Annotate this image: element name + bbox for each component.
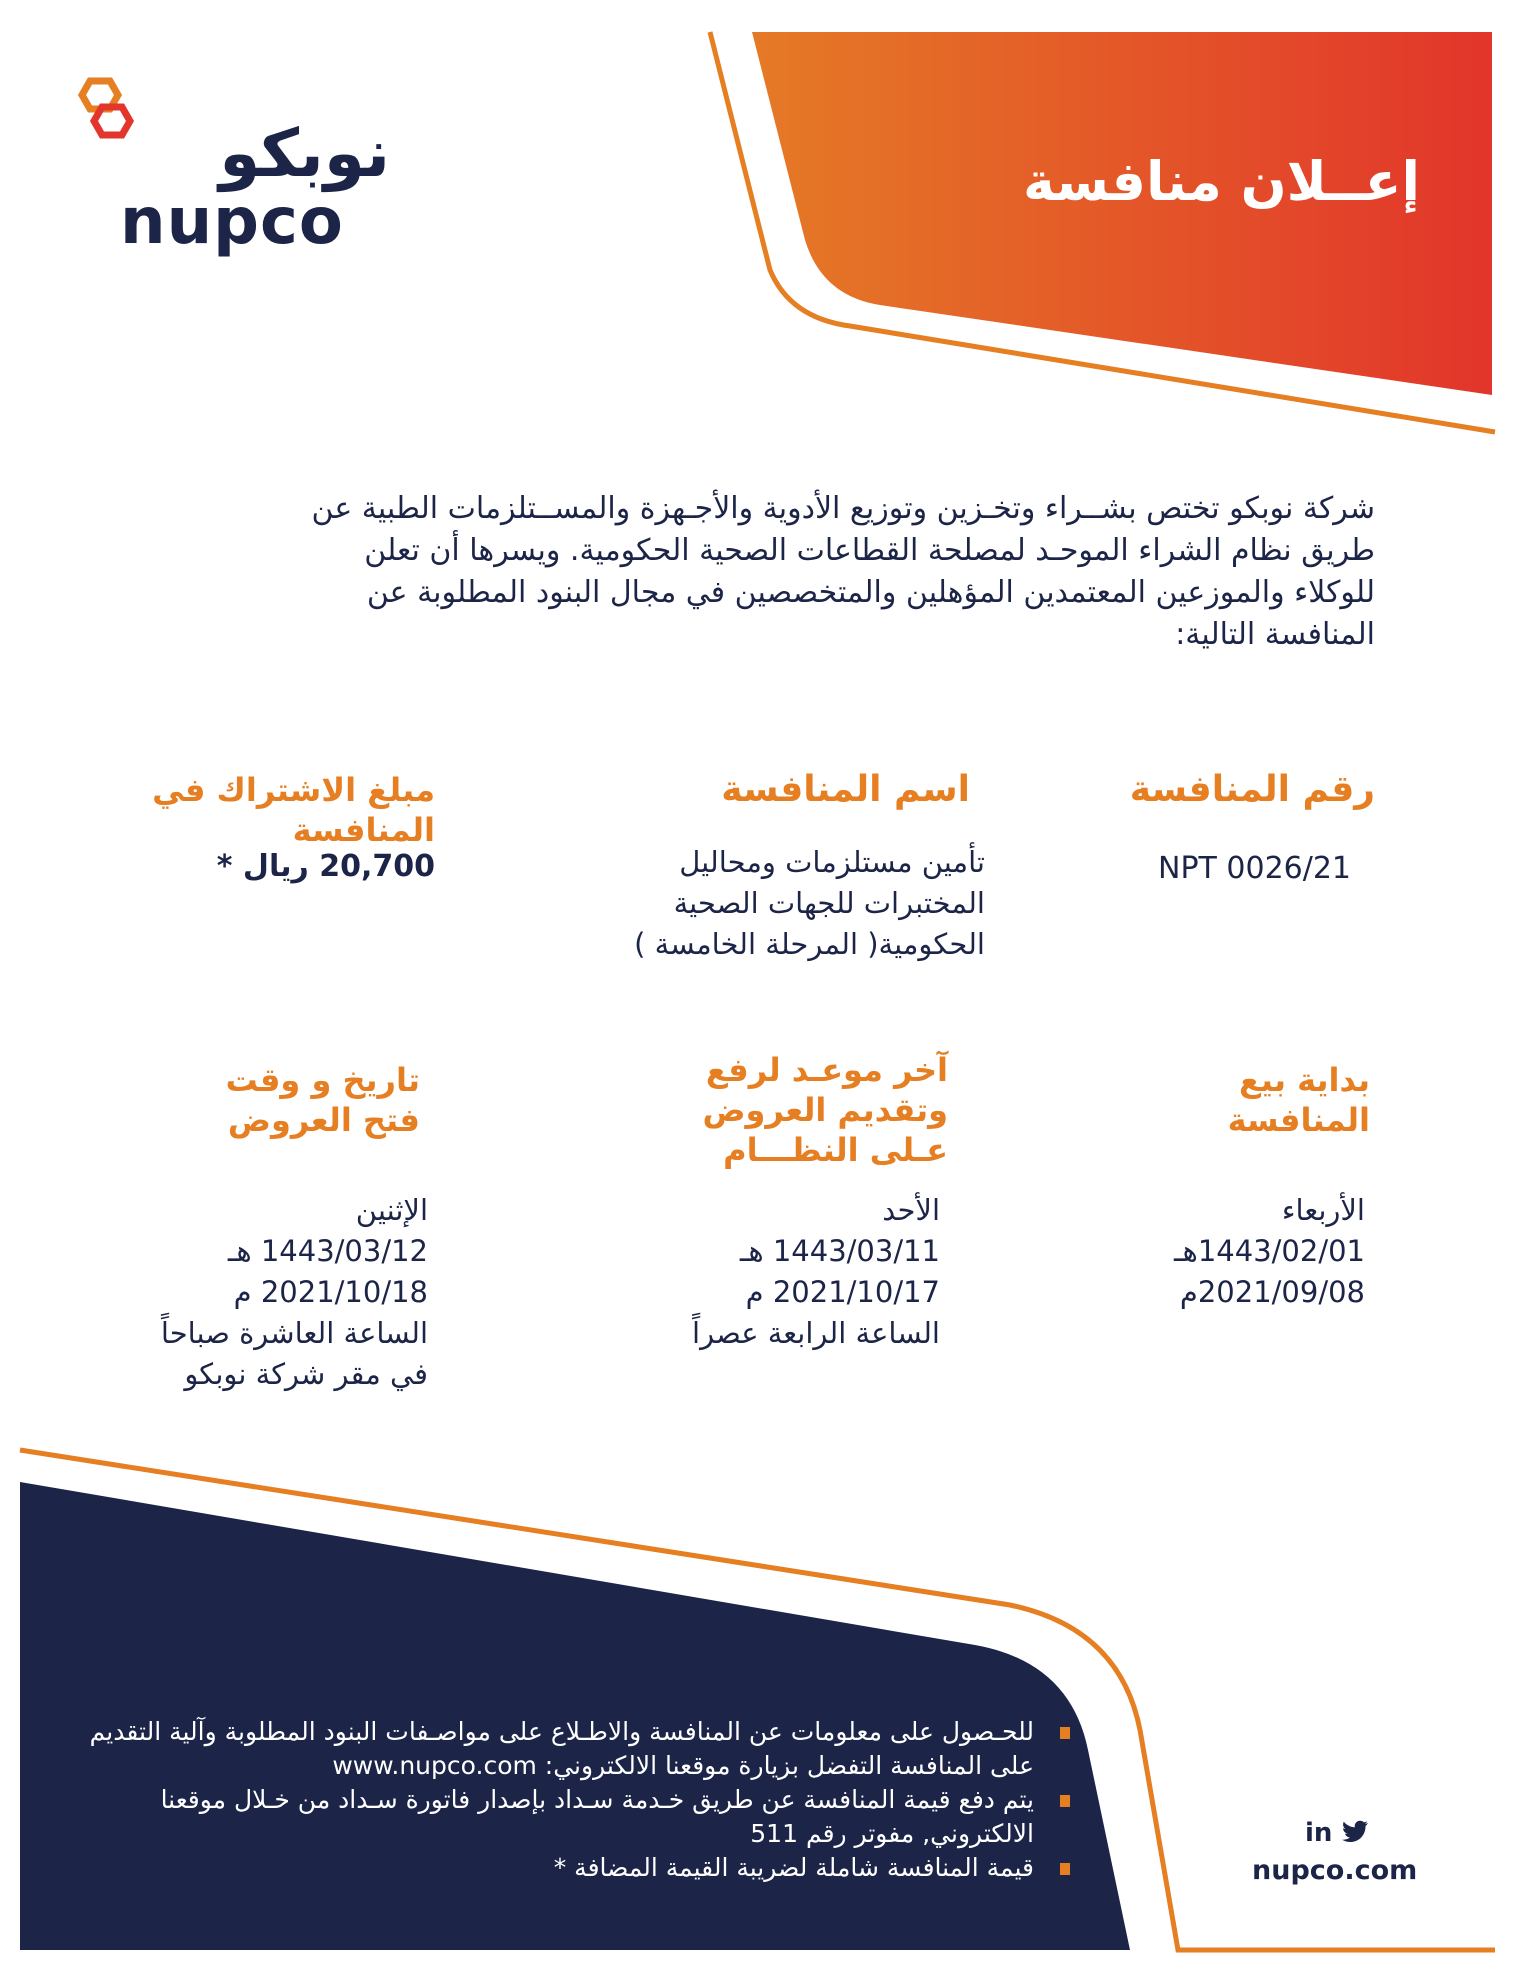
social-links <box>1305 1818 1369 1848</box>
footer-notes <box>50 1715 1070 1885</box>
opening-heading: تاريخ و وقت فتح العروض <box>225 1061 420 1139</box>
footer-note-payment: يتم دفع قيمة المنافسة عن طريق خـدمة سـداد بإصدار فاتورة سـداد من خـلال موقعنا الالكتروني, مفوتر رقم 511 <box>50 1783 1070 1851</box>
deadline-gregorian: 2021/10/17 م <box>745 1275 940 1309</box>
opening-hijri: 1443/03/12 هـ <box>227 1234 428 1268</box>
nupco-logo <box>70 75 390 259</box>
tender-name-heading: اسم المنافسة <box>721 769 970 810</box>
footer-note-info: للحـصول على معلومات عن المنافسة والاطـلاع على مواصـفات البنود المطلوبة وآلية التقديم على المنافسة التفضل بزيارة موقعنا الالكتروني: www.nupco.com <box>50 1715 1070 1783</box>
linkedin-icon[interactable]: in <box>1305 1818 1333 1848</box>
deadline-time: الساعة الرابعة عصراً <box>692 1316 940 1350</box>
opening-place: في مقر شركة نوبكو <box>184 1357 428 1391</box>
opening-gregorian: 2021/10/18 م <box>233 1275 428 1309</box>
footer-website[interactable]: nupco.com <box>1252 1855 1418 1886</box>
sale-start-day: الأربعاء <box>1281 1193 1365 1227</box>
tender-name-value: تأمين مستلزمات ومحاليل المختبرات للجهات الصحية الحكومية( المرحلة الخامسة ) <box>634 845 985 961</box>
sale-start-details <box>1065 1190 1365 1313</box>
twitter-icon[interactable] <box>1341 1820 1369 1844</box>
tender-number-heading: رقم المنافسة <box>1129 769 1375 810</box>
deadline-details <box>620 1190 940 1354</box>
logo-english: nupco <box>120 185 344 259</box>
footer-note-vat: قيمة المنافسة شاملة لضريبة القيمة المضافة * <box>50 1851 1070 1885</box>
logo-arabic: نوبكو <box>219 115 390 192</box>
tender-number-value: NPT 0026/21 <box>1158 851 1352 886</box>
opening-details <box>88 1190 428 1395</box>
bullet-icon <box>1060 1795 1070 1807</box>
page-title: إعــلان منافسة <box>1022 150 1420 213</box>
sale-start-heading: بداية بيع المنافسة <box>1227 1061 1370 1139</box>
sale-start-hijri: 1443/02/01هـ <box>1174 1234 1365 1268</box>
tender-fee-heading: مبلغ الاشتراك في المنافسة <box>152 771 435 849</box>
bullet-icon <box>1060 1727 1070 1739</box>
opening-time: الساعة العاشرة صباحاً <box>160 1316 428 1350</box>
deadline-heading: آخر موعـد لرفع وتقديم العروض عـلى النظـــام <box>702 1051 948 1169</box>
sale-start-gregorian: 2021/09/08م <box>1179 1275 1365 1309</box>
deadline-day: الأحد <box>882 1193 940 1227</box>
intro-paragraph: شركة نوبكو تختص بشــراء وتخـزين وتوزيع الأدوية والأجـهزة والمســتلزمات الطبية عن طريق نظام الشراء الموحـد لمصلحة القطاعات الصحية الحكومية. ويسرها أن تعلن للوكلاء والموزعين المعتمدين المؤهلين والمتخصصين في مجال البنود المطلوبة عن المنافسة التالية: <box>311 491 1375 652</box>
bullet-icon <box>1060 1863 1070 1875</box>
footer-banner <box>0 1430 1530 1980</box>
tender-fee-value: 20,700 ريال * <box>216 849 435 884</box>
deadline-hijri: 1443/03/11 هـ <box>739 1234 940 1268</box>
opening-day: الإثنين <box>355 1193 428 1227</box>
